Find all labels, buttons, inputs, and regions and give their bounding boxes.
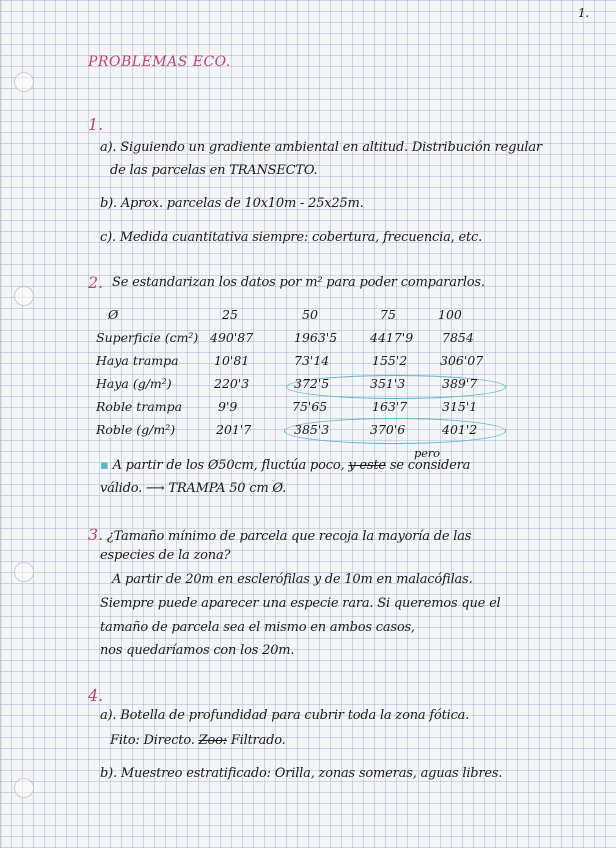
note-insert-word: pero bbox=[414, 446, 440, 460]
q1-b: b). Aprox. parcelas de 10x10m - 25x25m. bbox=[100, 196, 364, 211]
q2-note-line1 bbox=[100, 458, 470, 473]
table-cell: 315'1 bbox=[442, 399, 478, 414]
table-cell: 1963'5 bbox=[294, 330, 338, 345]
q1-a-line1: a). Siguiendo un gradiente ambiental en altitud. Distribución regular bbox=[100, 140, 542, 155]
table-cell: 306'07 bbox=[440, 353, 484, 368]
question-3-number: 3. bbox=[88, 525, 103, 544]
table-header-cell: 75 bbox=[380, 307, 396, 322]
q2-intro: Se estandarizan los datos por m² para poder compararlos. bbox=[112, 275, 485, 290]
q1-c: c). Medida cuantitativa siempre: cobertura, frecuencia, etc. bbox=[100, 230, 483, 245]
table-header-cell: 25 bbox=[222, 307, 238, 322]
q1-a-line2: de las parcelas en TRANSECTO. bbox=[110, 163, 318, 178]
table-cell: 155'2 bbox=[372, 353, 408, 368]
table-cell: 9'9 bbox=[218, 399, 238, 414]
table-cell: 163'7 bbox=[372, 399, 408, 414]
q2-note-text: A partir de los Ø50cm, fluctúa poco, bbox=[112, 458, 345, 473]
q3-line1-text: ¿Tamaño mínimo de parcela que recoja la mayoría de las bbox=[106, 529, 472, 544]
table-cell: 75'65 bbox=[292, 399, 328, 414]
table-cell: 201'7 bbox=[216, 422, 252, 437]
q4-a-line2 bbox=[110, 733, 286, 748]
bullet-mark: ▪ bbox=[100, 458, 109, 473]
row-label: Roble (g/m²) bbox=[96, 422, 176, 437]
table-cell: 220'3 bbox=[214, 376, 250, 391]
table-cell: 10'81 bbox=[214, 353, 250, 368]
question-2-number: 2. bbox=[88, 273, 103, 292]
row-label: Haya (g/m²) bbox=[96, 376, 172, 391]
q2-note-line2 bbox=[100, 481, 286, 496]
table-header-cell: Ø bbox=[108, 307, 119, 322]
table-header-cell: 50 bbox=[302, 307, 318, 322]
struck-text: Zoo: bbox=[198, 733, 227, 748]
q4-b: b). Muestreo estratificado: Orilla, zonas someras, aguas libres. bbox=[100, 766, 503, 781]
table-cell: 401'2 bbox=[442, 422, 478, 437]
table-cell: 372'5 bbox=[294, 376, 330, 391]
table-cell: 73'14 bbox=[294, 353, 330, 368]
table-cell: 385'3 bbox=[294, 422, 330, 437]
q2-note-end: se considera bbox=[389, 458, 471, 473]
table-header-cell: 100 bbox=[438, 307, 462, 322]
struck-text: y este bbox=[348, 458, 386, 473]
q3-line2: especies de la zona? bbox=[100, 548, 231, 563]
q2-note-valid: válido. bbox=[100, 481, 143, 496]
q3-line4: Siempre puede aparecer una especie rara. Si queremos que el bbox=[100, 596, 501, 611]
table-cell: 7854 bbox=[442, 330, 474, 345]
q2-note-conclusion: TRAMPA 50 cm Ø. bbox=[168, 481, 287, 496]
binder-hole bbox=[14, 72, 34, 92]
q3-line3: A partir de 20m en esclerófilas y de 10m en malacófilas. bbox=[112, 572, 473, 587]
table-cell: 370'6 bbox=[370, 422, 406, 437]
arrow-icon: ⟶ bbox=[146, 481, 165, 496]
table-cell: 389'7 bbox=[442, 376, 478, 391]
page-edge bbox=[0, 0, 2, 848]
binder-hole bbox=[14, 778, 34, 798]
question-1-number: 1. bbox=[88, 115, 103, 134]
q3-line6: nos quedaríamos con los 20m. bbox=[100, 643, 295, 658]
row-label: Haya trampa bbox=[96, 353, 179, 368]
table-cell: 490'87 bbox=[210, 330, 254, 345]
q4-a-filtrado: Filtrado. bbox=[230, 733, 286, 748]
binder-hole bbox=[14, 286, 34, 306]
table-cell: 4417'9 bbox=[370, 330, 414, 345]
q3-line5: tamaño de parcela sea el mismo en ambos casos, bbox=[100, 620, 415, 635]
row-label: Superficie (cm²) bbox=[96, 330, 199, 345]
q4-a-line1: a). Botella de profundidad para cubrir toda la zona fótica. bbox=[100, 708, 470, 723]
binder-hole bbox=[14, 562, 34, 582]
q3-line1 bbox=[88, 525, 471, 544]
row-label: Roble trampa bbox=[96, 399, 183, 414]
page-number: 1. bbox=[578, 6, 590, 20]
table-cell: 351'3 bbox=[370, 376, 406, 391]
q4-a-fito: Fito: Directo. bbox=[110, 733, 195, 748]
question-4-number: 4. bbox=[88, 686, 103, 705]
page-title: PROBLEMAS ECO. bbox=[88, 54, 231, 70]
